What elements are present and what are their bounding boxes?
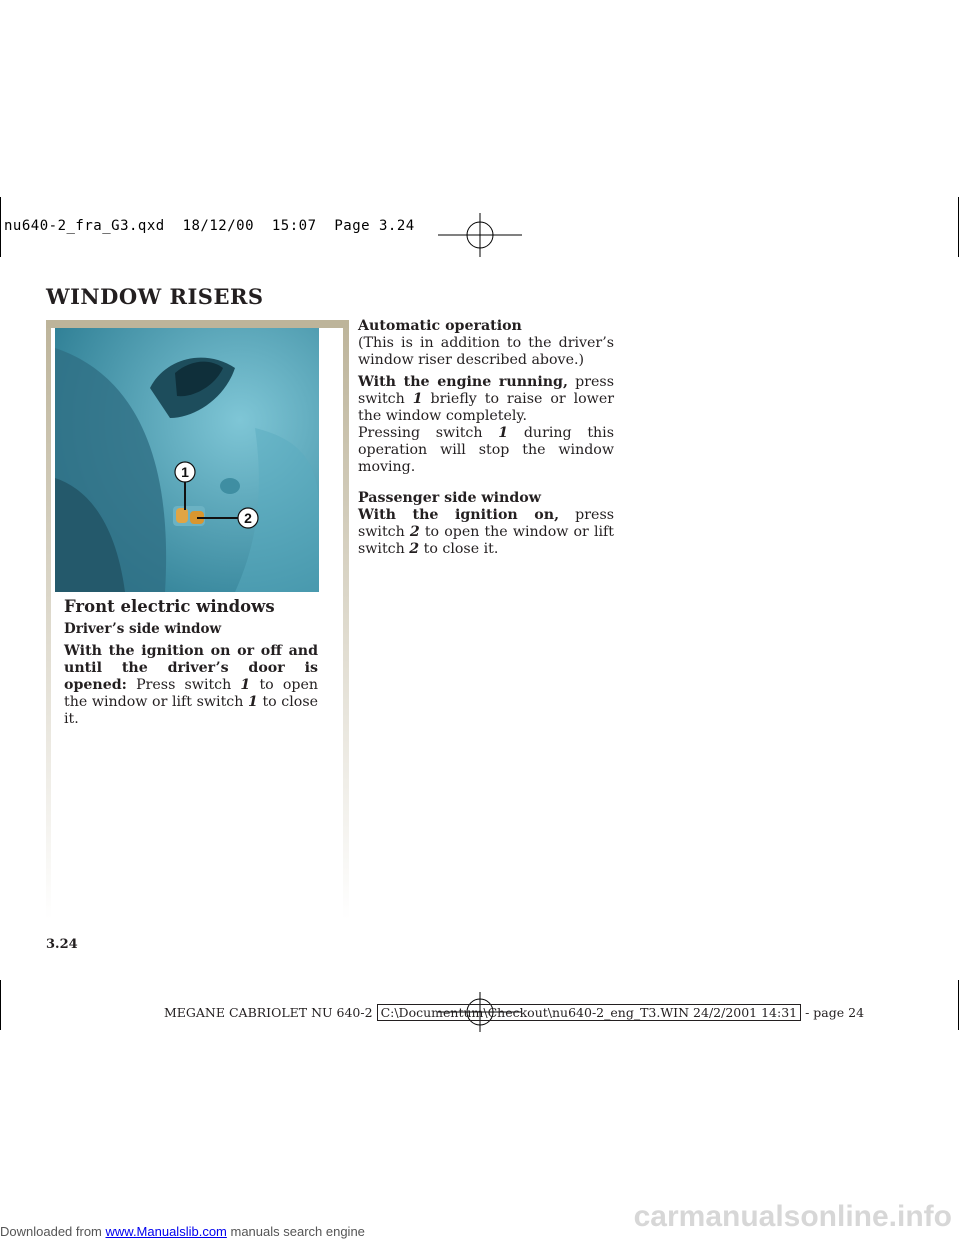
download-banner: Downloaded from www.Manualslib.com manuals search engine	[0, 1224, 365, 1239]
print-footer: MEGANE CABRIOLET NU 640-2 C:\Documentum\Checkout\nu640-2_eng_T3.WIN 24/2/2001 14:31 - page 24	[164, 1005, 865, 1020]
section-title: WINDOW RISERS	[46, 284, 264, 309]
crop-mark	[0, 980, 1, 1030]
front-windows-heading: Front electric windows	[64, 597, 275, 616]
crop-mark	[958, 197, 959, 257]
automatic-operation-block: Automatic operation (This is in addition to the driver’s window riser described above.)	[358, 318, 614, 368]
drivers-side-heading: Driver’s side window	[64, 621, 222, 637]
left-column-band	[46, 320, 51, 920]
file-slug: nu640-2_fra_G3.qxd 18/12/00 15:07 Page 3.24	[4, 218, 415, 234]
door-panel-illustration	[55, 328, 319, 592]
passenger-side-block: Passenger side window With the ignition on, press switch 2 to open the window or lift switch 2 to close it.	[358, 490, 614, 557]
page-number: 3.24	[46, 937, 78, 952]
callout-2: 2	[244, 510, 252, 526]
crop-mark	[0, 197, 1, 257]
column-top-band	[46, 320, 349, 328]
automatic-operation-heading: Automatic operation	[358, 318, 522, 334]
callout-1: 1	[181, 464, 189, 480]
passenger-side-heading: Passenger side window	[358, 490, 541, 506]
crop-mark	[958, 980, 959, 1030]
watermark: carmanualsonline.info	[633, 1200, 952, 1233]
door-switch-photo	[55, 328, 319, 592]
pressing-switch-paragraph: Pressing switch 1 during this operation will stop the window moving.	[358, 425, 614, 475]
drivers-side-condition: With the ignition on or off and until the driver’s door is opened:	[64, 643, 318, 693]
file-path: C:\Documentum\Checkout\nu640-2_eng_T3.WIN 24/2/2001 14:31	[377, 1004, 802, 1021]
drivers-side-paragraph: With the ignition on or off and until the driver’s door is opened: Press switch 1 to open the window or lift switch 1 to close it.	[64, 643, 319, 727]
engine-running-paragraph: With the engine running, press switch 1 briefly to raise or lower the window completely.	[358, 374, 614, 424]
registration-mark-top	[438, 213, 522, 257]
manualslib-link[interactable]: www.Manualslib.com	[105, 1224, 227, 1239]
middle-column-band	[343, 320, 349, 920]
